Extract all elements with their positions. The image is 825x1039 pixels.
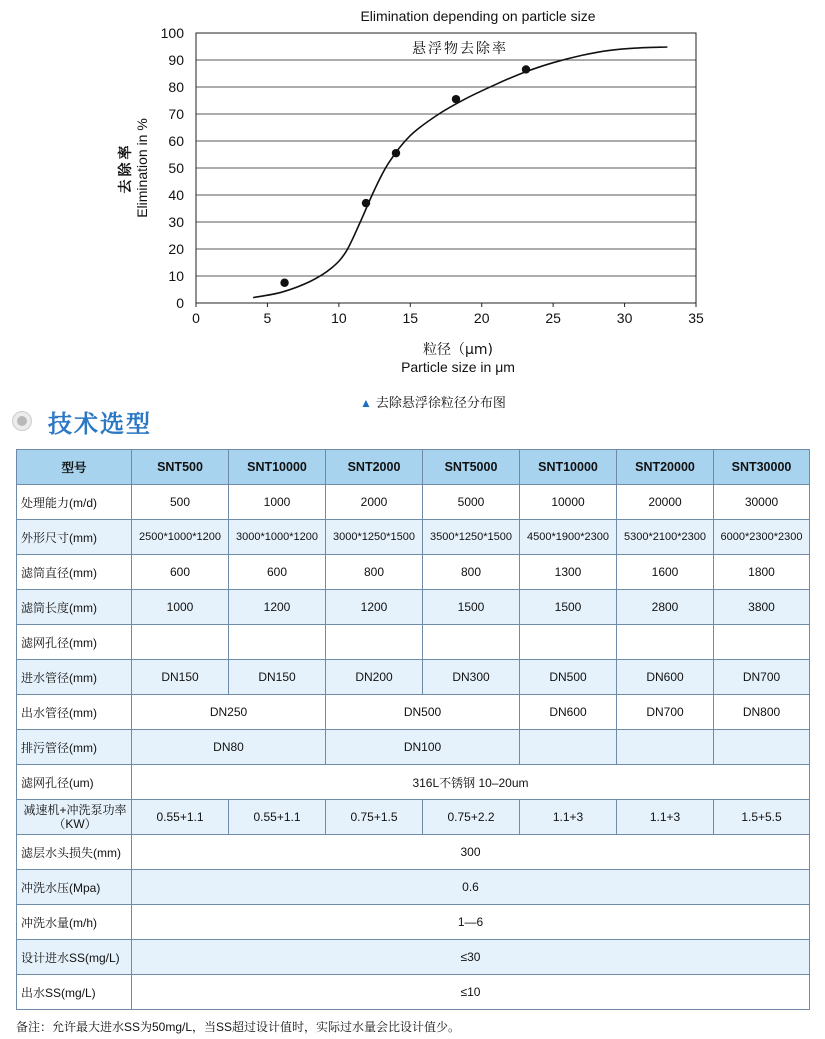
- table-cell: 600: [132, 555, 229, 590]
- row-label: 减速机+冲洗泵功率（KW）: [17, 800, 132, 835]
- section-header: [12, 404, 152, 438]
- y-tick-label: 100: [160, 25, 184, 41]
- table-cell: 3800: [714, 590, 810, 625]
- table-cell: [617, 625, 714, 660]
- table-cell: 1200: [326, 590, 423, 625]
- row-label: 滤筒长度(mm): [17, 590, 132, 625]
- table-cell: [423, 625, 520, 660]
- data-point: [522, 65, 530, 73]
- table-row: [17, 520, 810, 555]
- table-cell: DN700: [617, 695, 714, 730]
- row-label: 滤层水头损失(mm): [17, 835, 132, 870]
- header-cell: SNT5000: [423, 450, 520, 485]
- table-cell: 1500: [520, 590, 617, 625]
- table-header-row: [17, 450, 810, 485]
- table-cell: [132, 625, 229, 660]
- table-cell: ≤30: [132, 940, 810, 975]
- table-cell: 0.55+1.1: [132, 800, 229, 835]
- table-cell: 1300: [520, 555, 617, 590]
- table-cell: 500: [132, 485, 229, 520]
- row-label: 外形尺寸(mm): [17, 520, 132, 555]
- table-cell: [326, 625, 423, 660]
- table-cell: 2800: [617, 590, 714, 625]
- table-cell: [520, 625, 617, 660]
- table-row: [17, 660, 810, 695]
- y-tick-label: 30: [168, 214, 184, 230]
- header-cell: 型号: [17, 450, 132, 485]
- table-row: [17, 555, 810, 590]
- x-tick-label: 25: [545, 310, 561, 326]
- table-cell: 316L不锈钢 10–20um: [132, 765, 810, 800]
- table-cell: DN700: [714, 660, 810, 695]
- table-cell: [520, 730, 617, 765]
- table-cell: 1000: [229, 485, 326, 520]
- x-tick-label: 10: [331, 310, 347, 326]
- bullet-circle-icon: [12, 411, 32, 431]
- row-label: 进水管径(mm): [17, 660, 132, 695]
- table-row: [17, 835, 810, 870]
- data-point: [392, 149, 400, 157]
- row-label: 处理能力(m/d): [17, 485, 132, 520]
- table-cell: DN200: [326, 660, 423, 695]
- x-tick-label: 30: [616, 310, 633, 326]
- row-label: 出水SS(mg/L): [17, 975, 132, 1010]
- table-cell: DN250: [132, 695, 326, 730]
- table-cell: 3000*1250*1500: [326, 520, 423, 555]
- y-tick-labels: [161, 25, 185, 311]
- inner-title: 悬浮物去除率: [412, 41, 508, 57]
- table-cell: 600: [229, 555, 326, 590]
- table-cell: DN500: [520, 660, 617, 695]
- table-cell: DN600: [520, 695, 617, 730]
- table-cell: DN600: [617, 660, 714, 695]
- x-tick-label: 20: [473, 310, 490, 326]
- x-tick-label: 5: [263, 310, 272, 326]
- table-cell: 6000*2300*2300: [714, 520, 810, 555]
- table-cell: 2000: [326, 485, 423, 520]
- header-cell: SNT2000: [326, 450, 423, 485]
- table-cell: 5000: [423, 485, 520, 520]
- y-tick-label: 40: [168, 187, 184, 203]
- table-cell: [617, 730, 714, 765]
- footnote: 备注：允许最大进水SS为50mg/L，当SS超过设计值时，实际过水量会比设计值少。: [16, 1020, 461, 1034]
- header-cell: SNT30000: [714, 450, 810, 485]
- table-row: [17, 905, 810, 940]
- spec-table: [16, 449, 810, 1010]
- table-cell: 300: [132, 835, 810, 870]
- table-cell: 1000: [132, 590, 229, 625]
- chart-caption: [360, 392, 506, 411]
- table-row: [17, 695, 810, 730]
- row-label: 排污管径(mm): [17, 730, 132, 765]
- gridlines: [196, 60, 696, 276]
- row-label: 出水管径(mm): [17, 695, 132, 730]
- table-cell: 1—6: [132, 905, 810, 940]
- table-row: [17, 730, 810, 765]
- header-cell: SNT500: [132, 450, 229, 485]
- triangle-icon: ▲: [360, 396, 372, 410]
- y-tick-label: 0: [176, 295, 184, 311]
- table-cell: 1.5+5.5: [714, 800, 810, 835]
- table-cell: 800: [326, 555, 423, 590]
- table-cell: 3500*1250*1500: [423, 520, 520, 555]
- row-label: 冲洗水量(m/h): [17, 905, 132, 940]
- caption-text: 去除悬浮徐粒径分布图: [375, 395, 506, 410]
- table-row: [17, 940, 810, 975]
- header-cell: SNT20000: [617, 450, 714, 485]
- table-cell: 0.75+2.2: [423, 800, 520, 835]
- table-row: [17, 590, 810, 625]
- x-tick-label: 0: [192, 310, 200, 326]
- table-cell: 20000: [617, 485, 714, 520]
- table-cell: 3000*1000*1200: [229, 520, 326, 555]
- data-point: [452, 95, 460, 103]
- table-row: [17, 975, 810, 1010]
- table-cell: 800: [423, 555, 520, 590]
- y-tick-label: 60: [168, 133, 184, 149]
- data-points: [280, 65, 530, 287]
- table-cell: 1200: [229, 590, 326, 625]
- table-cell: 5300*2100*2300: [617, 520, 714, 555]
- y-tick-label: 90: [168, 52, 184, 68]
- row-label: 设计进水SS(mg/L): [17, 940, 132, 975]
- x-tick-label: 15: [402, 310, 419, 326]
- table-cell: [229, 625, 326, 660]
- row-label: 滤网孔径(mm): [17, 625, 132, 660]
- elimination-curve: [253, 47, 667, 298]
- table-cell: DN80: [132, 730, 326, 765]
- table-cell: [714, 730, 810, 765]
- x-axis-label-cn: 粒径（μm): [422, 342, 494, 358]
- table-cell: DN800: [714, 695, 810, 730]
- elimination-chart: [0, 0, 825, 385]
- table-row: [17, 800, 810, 835]
- table-cell: DN100: [326, 730, 520, 765]
- table-row: [17, 485, 810, 520]
- x-tick-label: 35: [688, 310, 704, 326]
- y-axis-label-cn: 去除率: [118, 142, 134, 194]
- y-tick-label: 20: [168, 241, 184, 257]
- table-cell: 30000: [714, 485, 810, 520]
- table-cell: DN300: [423, 660, 520, 695]
- table-cell: 0.75+1.5: [326, 800, 423, 835]
- table-cell: 0.6: [132, 870, 810, 905]
- table-cell: 1800: [714, 555, 810, 590]
- header-cell: SNT10000: [229, 450, 326, 485]
- data-point: [280, 279, 288, 287]
- table-cell: 1600: [617, 555, 714, 590]
- table-cell: DN500: [326, 695, 520, 730]
- y-tick-label: 70: [168, 106, 184, 122]
- table-cell: 1.1+3: [617, 800, 714, 835]
- row-label: 滤网孔径(um): [17, 765, 132, 800]
- table-row: [17, 625, 810, 660]
- y-tick-label: 80: [168, 79, 184, 95]
- table-cell: 4500*1900*2300: [520, 520, 617, 555]
- table-cell: ≤10: [132, 975, 810, 1010]
- table-cell: 10000: [520, 485, 617, 520]
- table-cell: 1500: [423, 590, 520, 625]
- table-cell: 0.55+1.1: [229, 800, 326, 835]
- table-cell: [714, 625, 810, 660]
- table-row: [17, 765, 810, 800]
- row-label: 冲洗水压(Mpa): [17, 870, 132, 905]
- section-title: 技术选型: [48, 410, 152, 438]
- data-point: [362, 199, 370, 207]
- table-cell: DN150: [132, 660, 229, 695]
- table-cell: DN150: [229, 660, 326, 695]
- y-tick-label: 10: [168, 268, 184, 284]
- y-tick-label: 50: [168, 160, 184, 176]
- table-cell: 2500*1000*1200: [132, 520, 229, 555]
- chart-title: Elimination depending on particle size: [360, 8, 596, 24]
- table-row: [17, 870, 810, 905]
- x-tick-labels: [192, 303, 704, 326]
- row-label: 滤筒直径(mm): [17, 555, 132, 590]
- y-axis-label-en: Elimination in %: [134, 118, 150, 218]
- table-cell: 1.1+3: [520, 800, 617, 835]
- x-axis-label-en: Particle size in μm: [401, 359, 515, 375]
- header-cell: SNT10000: [520, 450, 617, 485]
